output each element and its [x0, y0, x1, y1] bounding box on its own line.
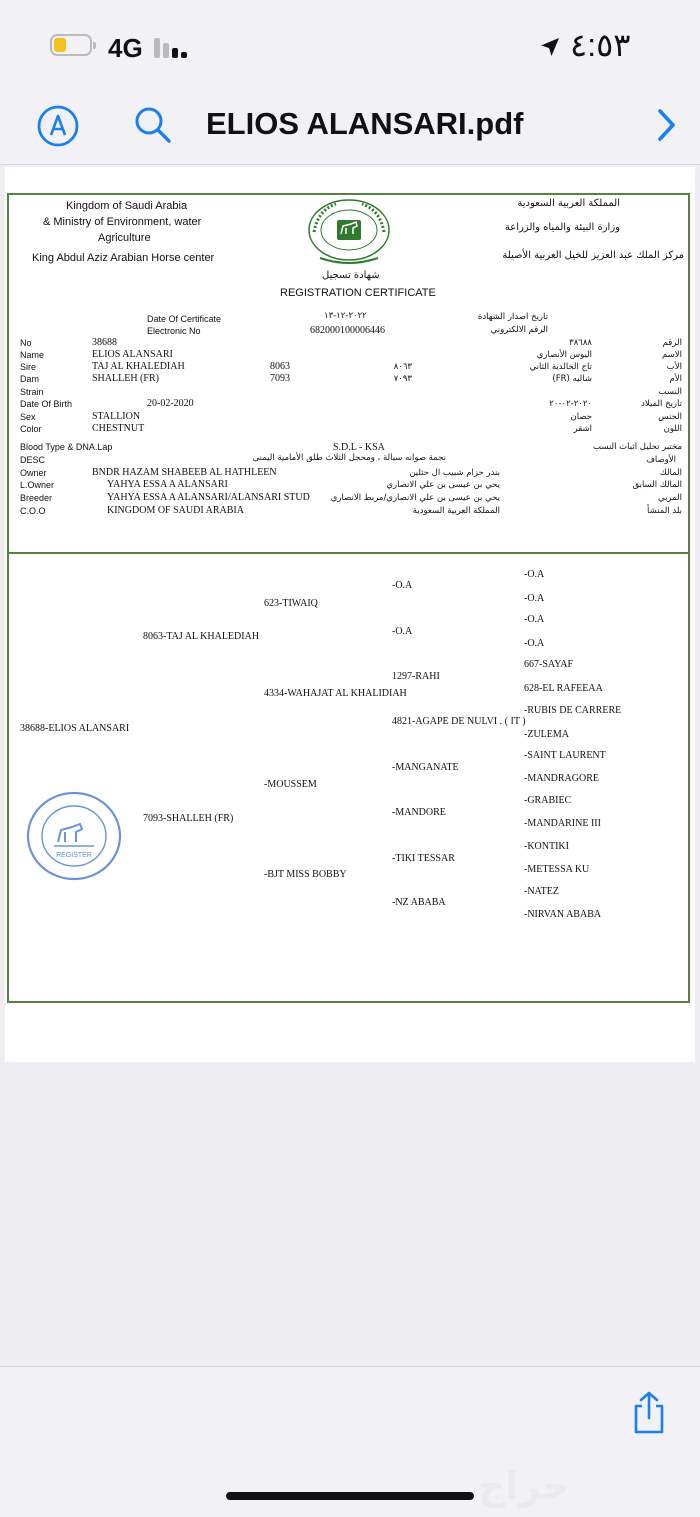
field-label-ar: النسب	[658, 387, 682, 397]
pedigree-gen5: 667-SAYAF	[524, 659, 574, 670]
owner-value-ar: يحي بن عيسى بن علي الانصاري/مربط الانصاري	[330, 493, 500, 503]
field-value: 20-02-2020	[147, 398, 194, 409]
owner-value-ar: يحي بن عيسى بن علي الانصاري	[386, 480, 500, 490]
header-en-3: Agriculture	[98, 232, 151, 244]
pedigree-grandparent: 623-TIWAIQ	[264, 598, 318, 609]
field-label: Dam	[20, 374, 40, 384]
field-value-ar: اشقر	[573, 424, 592, 434]
pedigree-gen4: -MANDORE	[392, 807, 446, 818]
header-en-1: Kingdom of Saudi Arabia	[66, 200, 188, 212]
stamp-text: REGISTER	[56, 852, 92, 859]
network-type: 4G	[108, 33, 143, 63]
date-of-certificate-label-ar: تاريخ اصدار الشهادة	[477, 312, 548, 322]
pedigree-gen5: -MANDRAGORE	[524, 773, 599, 784]
field-label: Date Of Birth	[20, 399, 73, 409]
owner-label: Owner	[20, 468, 47, 478]
certificate-title-ar: شهادة تسجيل	[322, 270, 380, 281]
pedigree-gen5: -KONTIKI	[524, 841, 569, 852]
electronic-no-value: 682000100006446	[310, 325, 385, 336]
date-of-certificate-value: ٢٠٢٢-١٢-١٣	[324, 311, 367, 321]
field-value: TAJ AL KHALEDIAH	[92, 361, 185, 372]
field-value: ELIOS ALANSARI	[92, 349, 173, 360]
owner-label: Breeder	[20, 493, 53, 503]
field-label-ar: الاسم	[662, 350, 682, 360]
field-number-ar: ٧٠٩٣	[393, 374, 412, 384]
document-title: ELIOS ALANSARI.pdf	[206, 106, 524, 141]
pedigree-gen5: -GRABIEC	[524, 795, 572, 806]
pedigree-gen4: -NZ ABABA	[392, 897, 446, 908]
certificate-title-en: REGISTRATION CERTIFICATE	[280, 287, 436, 299]
desc-value-ar: نجمة صوانه سيالة ، ومحجل الثلاث طلق الأمامية اليمنى	[252, 453, 446, 463]
owner-value: YAHYA ESSA A ALANSARI	[107, 479, 228, 490]
field-label: Strain	[20, 387, 44, 397]
pedigree-gen5: -O.A	[524, 569, 545, 580]
field-label-ar: الأب	[666, 362, 682, 372]
pedigree-gen4: -MANGANATE	[392, 762, 459, 773]
date-of-certificate-label: Date Of Certificate	[147, 314, 222, 324]
pedigree-gen4: 1297-RAHI	[392, 671, 440, 682]
pedigree-gen5: 628-EL RAFEEAA	[524, 683, 603, 694]
pedigree-grandparent: -BJT MISS BOBBY	[264, 869, 347, 880]
pedigree-gen5: -SAINT LAURENT	[524, 750, 606, 761]
field-label-ar: الأم	[669, 374, 682, 384]
pedigree-gen5: -NATEZ	[524, 886, 559, 897]
field-label-ar: الرقم	[662, 338, 682, 348]
pedigree-gen5: -O.A	[524, 614, 545, 625]
pedigree-sire-dam: 7093-SHALLEH (FR)	[143, 813, 234, 824]
header-ar-3: مركز الملك عبد العزيز للخيل العربية الأصيلة	[502, 250, 684, 261]
header-ar-2: وزارة البيئة والمياه والزراعة	[504, 222, 620, 233]
signal-icon	[154, 36, 190, 58]
owner-value: BNDR HAZAM SHABEEB AL HATHLEEN	[92, 467, 277, 478]
field-label-ar: الجنس	[658, 412, 682, 422]
pedigree-gen4: -TIKI TESSAR	[392, 853, 455, 864]
field-label: Sex	[20, 412, 36, 422]
desc-label: DESC	[20, 455, 46, 465]
owner-value: YAHYA ESSA A ALANSARI/ALANSARI STUD	[107, 492, 310, 503]
pedigree-gen5: -METESSA KU	[524, 864, 590, 875]
electronic-no-label: Electronic No	[147, 326, 201, 336]
pedigree-gen5: -ZULEMA	[524, 729, 569, 740]
owner-label-ar: بلد المنشأ	[647, 506, 682, 516]
markup-icon[interactable]	[36, 104, 80, 148]
owner-value-ar: المملكة العربية السعودية	[412, 506, 500, 516]
header-en-4: King Abdul Aziz Arabian Horse center	[32, 252, 215, 264]
status-bar	[0, 0, 700, 90]
header-ar-1: المملكة العربية السعودية	[517, 198, 620, 209]
field-label-ar: مختبر تحليل اثبات النسب	[593, 442, 682, 452]
field-value-ar: اليوس الأنصاري	[536, 350, 592, 360]
clock: ٤:٥٣	[570, 27, 631, 63]
pedigree-gen5: -O.A	[524, 638, 545, 649]
field-value-ar: ٢٠٢٠-٠٢-٢٠	[549, 399, 592, 409]
field-right-value: ٣٨٦٨٨	[569, 338, 592, 348]
pedigree-gen5: -RUBIS DE CARRERE	[524, 705, 622, 716]
field-label-ar: تاريخ الميلاد	[641, 399, 682, 409]
field-label: Sire	[20, 362, 37, 372]
field-value-ar: تاج الخالدية الثاني	[529, 362, 592, 372]
pedigree-sire-dam: 8063-TAJ AL KHALEDIAH	[143, 631, 260, 642]
sdl-value: S.D.L - KSA	[333, 442, 385, 453]
pedigree-gen4: 4821-AGAPE DE NULVI . ( IT )	[392, 716, 526, 727]
desc-label-ar: الأوصاف	[646, 455, 676, 465]
section-divider	[7, 552, 690, 554]
field-label: Color	[20, 424, 42, 434]
owner-label: L.Owner	[20, 480, 55, 490]
field-label-ar: اللون	[663, 424, 682, 434]
owner-label: C.O.O	[20, 506, 46, 516]
header-en-2: & Ministry of Environment, water	[43, 216, 202, 228]
owner-label-ar: المالك السابق	[632, 480, 682, 490]
field-number: 7093	[270, 373, 290, 384]
field-value: SHALLEH (FR)	[92, 373, 159, 384]
owner-label-ar: المالك	[659, 468, 682, 478]
pedigree-gen5: -O.A	[524, 593, 545, 604]
horse-center-emblem	[306, 198, 392, 266]
field-label: Blood Type & DNA.Lap	[20, 442, 113, 452]
chevron-right-icon[interactable]	[652, 106, 680, 144]
search-icon[interactable]	[132, 104, 174, 146]
field-number: 8063	[270, 361, 290, 372]
owner-value: KINGDOM OF SAUDI ARABIA	[107, 505, 244, 516]
field-label: Name	[20, 350, 45, 360]
battery-icon	[50, 34, 92, 56]
pedigree-gen5: -NIRVAN ABABA	[524, 909, 602, 920]
pedigree-grandparent: -MOUSSEM	[264, 779, 317, 790]
pedigree-gen4: -O.A	[392, 626, 413, 637]
field-value-ar: شاليه (FR)	[552, 374, 592, 384]
owner-value-ar: بندر حزام شبيب ال حثلين	[409, 468, 500, 478]
registry-stamp	[24, 790, 124, 882]
pedigree-gen5: -MANDARINE III	[524, 818, 601, 829]
pedigree-grandparent: 4334-WAHAJAT AL KHALIDIAH	[264, 688, 407, 699]
home-indicator[interactable]	[226, 1492, 474, 1500]
pedigree-gen4: -O.A	[392, 580, 413, 591]
field-value: STALLION	[92, 411, 141, 422]
field-value: CHESTNUT	[92, 423, 145, 434]
owner-label-ar: المربي	[657, 493, 682, 503]
electronic-no-label-ar: الرقم الالكتروني	[490, 325, 548, 335]
field-value: 38688	[92, 337, 117, 348]
pedigree-horse: 38688-ELIOS ALANSARI	[20, 723, 130, 734]
field-value-ar: حصان	[570, 412, 592, 422]
share-icon[interactable]	[630, 1390, 668, 1436]
field-label: No	[20, 338, 32, 348]
field-number-ar: ٨٠٦٣	[393, 362, 412, 372]
watermark: حراج	[478, 1464, 570, 1508]
location-arrow-icon	[538, 35, 562, 59]
